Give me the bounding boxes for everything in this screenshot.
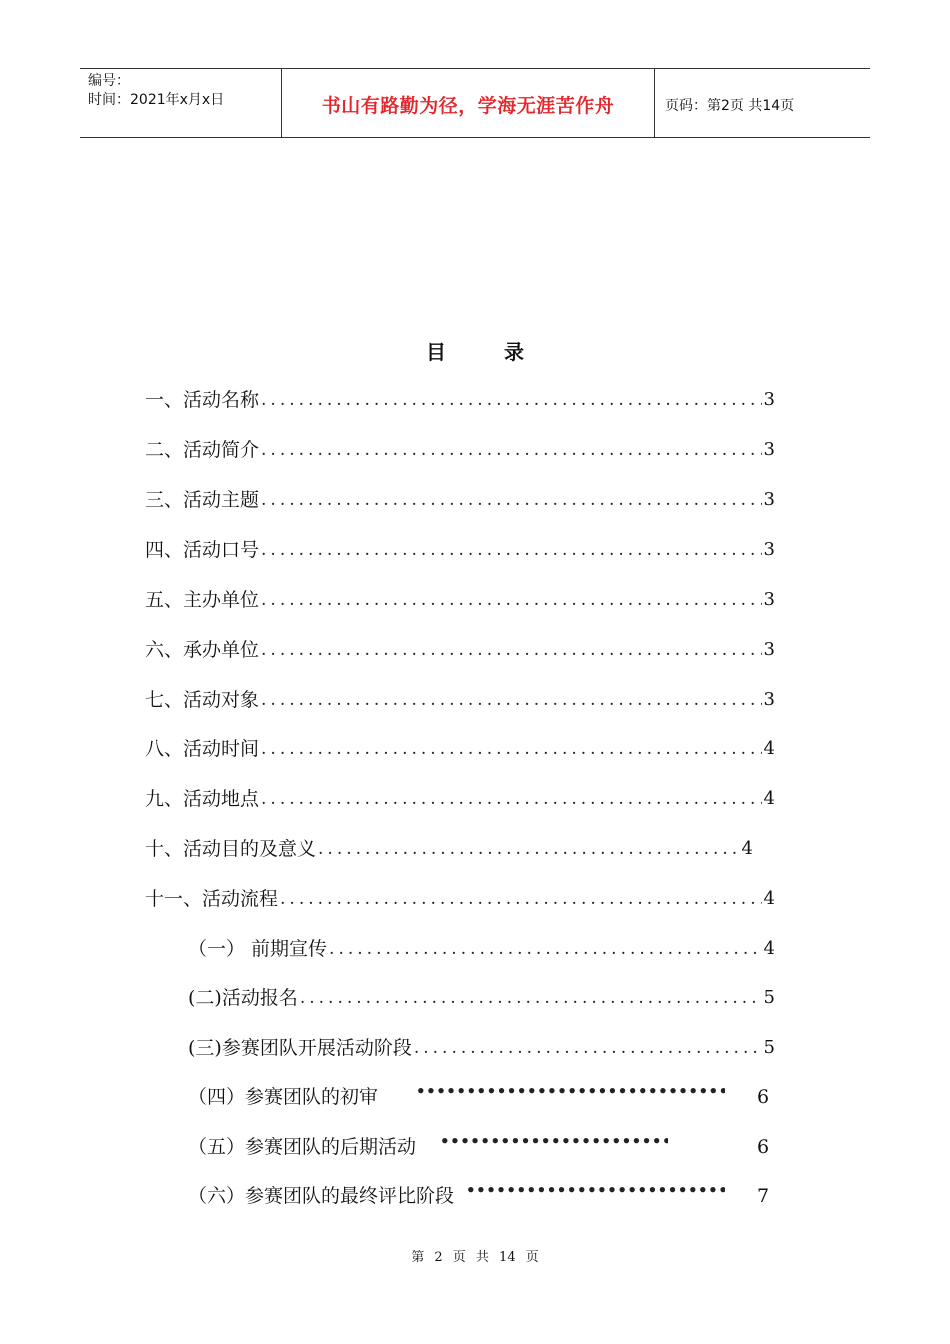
toc-leader: [318, 835, 740, 863]
toc-leader: [261, 636, 762, 664]
document-header: [80, 68, 870, 138]
toc-entry[interactable]: [188, 1182, 725, 1210]
toc-entry-label: 五、主办单位: [145, 589, 260, 611]
toc-entry-label: 三、活动主题: [145, 489, 260, 511]
toc-entry[interactable]: [145, 486, 775, 514]
toc-entry-label: （六）参赛团队的最终评比阶段: [188, 1185, 455, 1207]
toc-leader: [261, 486, 762, 514]
toc-entry[interactable]: [145, 735, 775, 763]
toc-entry[interactable]: [145, 536, 775, 564]
toc-entry-label: 六、承办单位: [145, 639, 260, 661]
toc-entry[interactable]: [188, 1083, 725, 1111]
toc-entry-page: 3: [763, 489, 775, 510]
toc-entry-label: 十、活动目的及意义: [145, 838, 317, 860]
header-page-info: 页码：第2页 共14页: [665, 98, 795, 114]
toc-entry-page: 6: [757, 1086, 770, 1108]
header-motto-cell: [282, 69, 655, 137]
toc-entry-label: 七、活动对象: [145, 689, 260, 711]
toc-entry[interactable]: [145, 436, 775, 464]
toc-entry-label: 十一、活动流程: [145, 888, 279, 910]
toc-entry[interactable]: [145, 636, 775, 664]
toc-entry[interactable]: [145, 386, 775, 414]
toc-entry-label: （五）参赛团队的后期活动: [188, 1136, 417, 1158]
toc-entry[interactable]: [188, 935, 775, 963]
toc-leader: [261, 735, 762, 763]
toc-entry-page: 4: [763, 738, 775, 759]
toc-leader: [416, 1077, 725, 1105]
header-meta-cell: [80, 69, 282, 137]
document-number-label: 编号：: [88, 73, 130, 89]
toc-entry-label: 二、活动简介: [145, 439, 260, 461]
toc-entry-label: (二)活动报名: [188, 987, 298, 1009]
header-page-cell: [655, 69, 870, 137]
toc-leader: [261, 586, 762, 614]
toc-entry[interactable]: [145, 885, 775, 913]
toc-entry-label: 四、活动口号: [145, 539, 260, 561]
toc-entry-page: 4: [763, 888, 775, 909]
toc-entry-label: 八、活动时间: [145, 738, 260, 760]
toc-leader: [261, 386, 762, 414]
toc-entry[interactable]: [188, 1133, 668, 1161]
toc-entry-page: 5: [763, 1037, 775, 1058]
toc-entry[interactable]: [145, 785, 775, 813]
toc-entry-page: 4: [741, 838, 753, 859]
toc-entry-page: 3: [763, 639, 775, 660]
document-time-label: 时间：2021年x月x日: [88, 92, 225, 108]
toc-entry-page: 3: [763, 689, 775, 710]
header-motto: 书山有路勤为径，学海无涯苦作舟: [321, 95, 615, 117]
toc-leader: [440, 1127, 668, 1155]
toc-leader: [261, 785, 762, 813]
toc-entry-label: （四）参赛团队的初审: [188, 1086, 379, 1108]
toc-entry-page: 3: [763, 539, 775, 560]
toc-entry-page: 3: [763, 439, 775, 460]
toc-entry[interactable]: [145, 686, 775, 714]
toc-entry-page: 3: [763, 589, 775, 610]
toc-entry-page: 6: [757, 1136, 770, 1158]
toc-entry-label: （一） 前期宣传: [188, 938, 328, 960]
toc-entry-label: 九、活动地点: [145, 788, 260, 810]
toc-entry-page: 7: [757, 1185, 770, 1207]
toc-entry-page: 4: [763, 938, 775, 959]
toc-entry-label: (三)参赛团队开展活动阶段: [188, 1037, 412, 1059]
toc-title: 目录: [426, 340, 582, 364]
toc-entry[interactable]: [188, 1034, 775, 1062]
toc-leader: [466, 1176, 725, 1204]
toc-leader: [414, 1034, 762, 1062]
toc-leader: [329, 935, 762, 963]
toc-leader: [261, 536, 762, 564]
toc-leader: [300, 984, 762, 1012]
toc-entry[interactable]: [145, 835, 753, 863]
toc-entry[interactable]: [188, 984, 775, 1012]
toc-entry-page: 5: [763, 987, 775, 1008]
toc-leader: [280, 885, 762, 913]
toc-leader: [261, 436, 762, 464]
toc-entry[interactable]: [145, 586, 775, 614]
toc-entry-page: 3: [763, 389, 775, 410]
page-footer: 第 2 页 共 14 页: [411, 1250, 539, 1265]
toc-entry-label: 一、活动名称: [145, 389, 260, 411]
toc-leader: [261, 686, 762, 714]
toc-entry-page: 4: [763, 788, 775, 809]
